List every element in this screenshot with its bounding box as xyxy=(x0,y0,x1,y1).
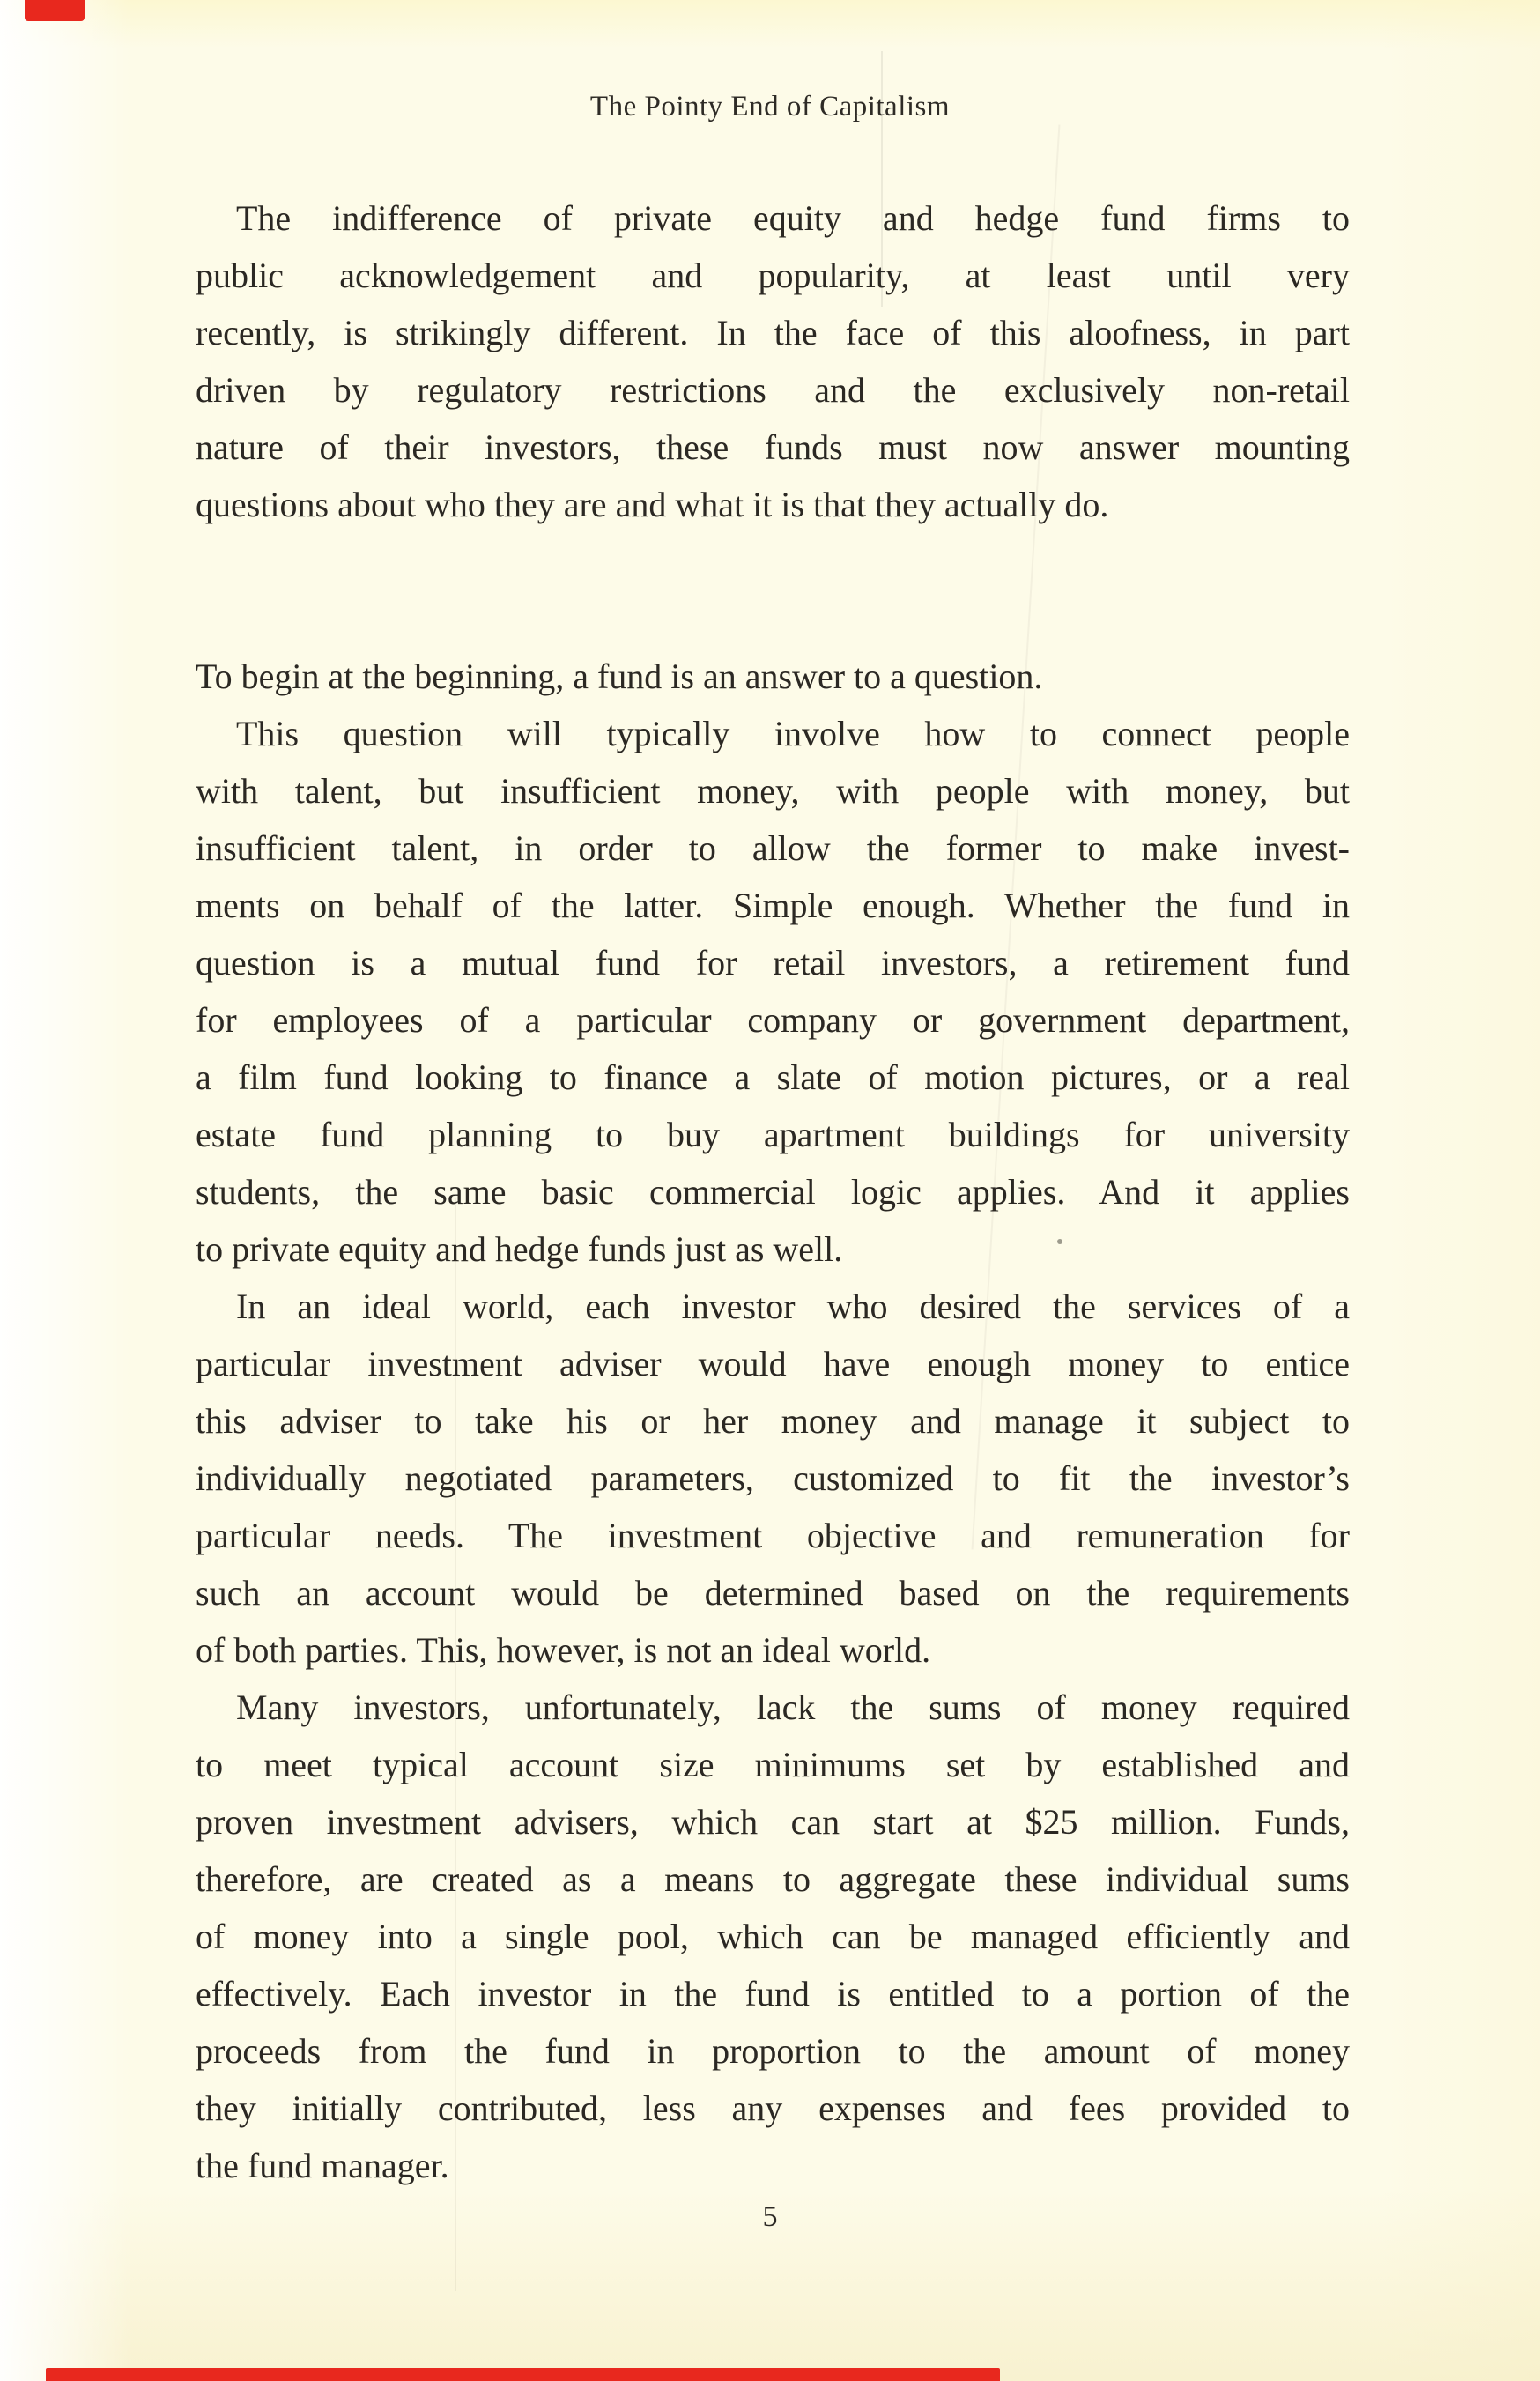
text-line: insufficient talent, in order to allow the former to make invest- xyxy=(196,828,1350,868)
text-line: questions about who they are and what it is that they actually do. xyxy=(196,485,1109,524)
text-line: To begin at the beginning, a fund is an answer to a question. xyxy=(196,656,1043,696)
paragraph-2 xyxy=(196,648,1350,705)
red-edge-mark-top-left xyxy=(25,0,85,21)
text-line: with talent, but insufficient money, with people with money, but xyxy=(196,771,1350,811)
text-line: for employees of a particular company or government department, xyxy=(196,1000,1350,1040)
text-line: students, the same basic commercial logic applies. And it applies xyxy=(196,1172,1350,1212)
text-line: to meet typical account size minimums set by established and xyxy=(196,1745,1350,1784)
paragraph-1 xyxy=(196,189,1350,533)
text-line: recently, is strikingly different. In the face of this aloofness, in part xyxy=(196,313,1350,352)
text-line: individually negotiated parameters, customized to fit the investor’s xyxy=(196,1458,1350,1498)
text-line: of money into a single pool, which can be managed efficiently and xyxy=(196,1917,1350,1956)
running-header: The Pointy End of Capitalism xyxy=(589,91,951,122)
page-number: 5 xyxy=(762,2200,778,2233)
text-line: a film fund looking to finance a slate of motion pictures, or a real xyxy=(196,1057,1350,1097)
text-line: The indifference of private equity and hedge fund firms to xyxy=(236,198,1350,238)
text-line: nature of their investors, these funds must now answer mounting xyxy=(196,427,1350,467)
text-line: therefore, are created as a means to aggregate these individual sums xyxy=(196,1859,1350,1899)
text-line: estate fund planning to buy apartment buildings for university xyxy=(196,1115,1350,1154)
text-line: driven by regulatory restrictions and the exclusively non-retail xyxy=(196,370,1350,410)
paragraph-3 xyxy=(196,705,1350,1278)
text-line: to private equity and hedge funds just as well. xyxy=(196,1229,843,1269)
text-line: ments on behalf of the latter. Simple enough. Whether the fund in xyxy=(196,886,1350,925)
text-line: question is a mutual fund for retail investors, a retirement fund xyxy=(196,943,1350,983)
text-line: effectively. Each investor in the fund is entitled to a portion of the xyxy=(196,1974,1350,2014)
text-line: This question will typically involve how to connect people xyxy=(236,714,1350,753)
text-line: particular needs. The investment objective and remuneration for xyxy=(196,1516,1350,1555)
body-text xyxy=(196,189,1350,2194)
red-edge-mark-bottom xyxy=(46,2368,1000,2381)
text-line: public acknowledgement and popularity, at least until very xyxy=(196,256,1350,295)
paragraph-4 xyxy=(196,1278,1350,1679)
text-line: proceeds from the fund in proportion to the amount of money xyxy=(196,2031,1350,2071)
text-line: Many investors, unfortunately, lack the sums of money required xyxy=(236,1687,1350,1727)
text-line: proven investment advisers, which can start at $25 million. Funds, xyxy=(196,1802,1350,1842)
text-line: particular investment adviser would have enough money to entice xyxy=(196,1344,1350,1383)
text-line: of both parties. This, however, is not an ideal world. xyxy=(196,1630,931,1670)
text-line: this adviser to take his or her money and manage it subject to xyxy=(196,1401,1350,1441)
text-line: the fund manager. xyxy=(196,2146,449,2185)
text-line: In an ideal world, each investor who desired the services of a xyxy=(236,1287,1350,1326)
text-line: such an account would be determined based on the requirements xyxy=(196,1573,1350,1613)
text-line: they initially contributed, less any expenses and fees provided to xyxy=(196,2088,1350,2128)
paragraph-5 xyxy=(196,1679,1350,2194)
